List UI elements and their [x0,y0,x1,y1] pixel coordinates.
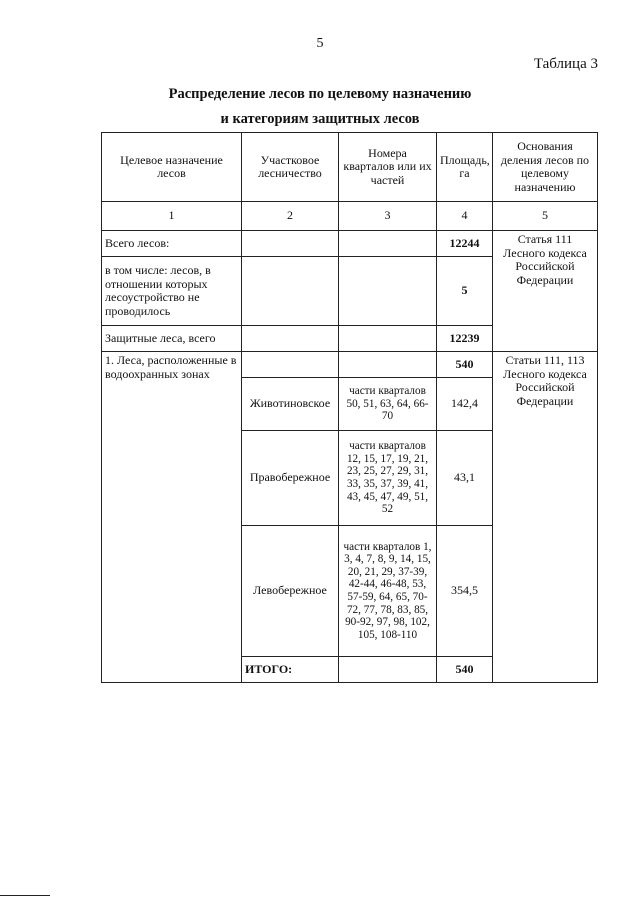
column-number-row [102,202,598,231]
header-row [102,133,598,202]
empty-cell [339,657,437,683]
forest-distribution-table [101,132,598,683]
row-label-not-surveyed: в том числе: лесов, в отношении которых лесоустройство не проводилось [102,257,242,326]
empty-cell [242,326,339,352]
forestry-area: 354,5 [437,526,493,657]
table-title-line-2: и категориям защитных лесов [220,111,420,127]
row-label-water-protection: 1. Леса, расположенные в водоохранных зонах [102,352,242,683]
basis-water-protection: Статьи 111, 113 Лесного кодекса Российской Федерации [493,352,598,683]
empty-cell [242,257,339,326]
footer-rule [0,895,50,896]
empty-cell [339,257,437,326]
empty-cell [242,352,339,378]
empty-cell [242,231,339,257]
table-title-line-1: Распределение лесов по целевому назначению [168,86,472,102]
column-number: 2 [242,202,339,231]
forestry-name: Животиновское [242,378,339,431]
header-purpose: Целевое назначение лесов [102,133,242,202]
area-water-protection: 540 [437,352,493,378]
row-label-total: Всего лесов: [102,231,242,257]
empty-cell [339,231,437,257]
table-row-total [102,231,598,257]
area-not-surveyed: 5 [437,257,493,326]
column-number: 4 [437,202,493,231]
area-protective: 12239 [437,326,493,352]
header-quarters: Номера кварталов или их частей [339,133,437,202]
forestry-area: 142,4 [437,378,493,431]
forestry-name: Левобережное [242,526,339,657]
forestry-area: 43,1 [437,431,493,526]
column-number: 5 [493,202,598,231]
empty-cell [339,326,437,352]
header-basis: Основания деления лесов по целевому назначению [493,133,598,202]
area-total: 12244 [437,231,493,257]
table-row-water-protection [102,352,598,378]
table-label: Таблица 3 [533,56,598,72]
column-number: 3 [339,202,437,231]
empty-cell [339,352,437,378]
forestry-name: Правобережное [242,431,339,526]
column-number: 1 [102,202,242,231]
subtotal-area: 540 [437,657,493,683]
row-label-protective: Защитные леса, всего [102,326,242,352]
quarter-numbers: части кварталов 12, 15, 17, 19, 21, 23, 25, 27, 29, 31, 33, 35, 37, 39, 41, 43, 45, 47, 49, 51, 52 [339,431,437,526]
page-number: 5 [316,36,324,51]
subtotal-label: ИТОГО: [242,657,339,683]
header-area: Площадь, га [437,133,493,202]
quarter-numbers: части кварталов 50, 51, 63, 64, 66-70 [339,378,437,431]
basis-total: Статья 111 Лесного кодекса Российской Федерации [493,231,598,352]
quarter-numbers: части кварталов 1, 3, 4, 7, 8, 9, 14, 15, 20, 21, 29, 37-39, 42-44, 46-48, 53, 57-59, 64, 65, 70-72, 77, 78, 83, 85, 90-92, 97, 98, 102, 105, 108-110 [339,526,437,657]
header-forestry: Участковое лесничество [242,133,339,202]
